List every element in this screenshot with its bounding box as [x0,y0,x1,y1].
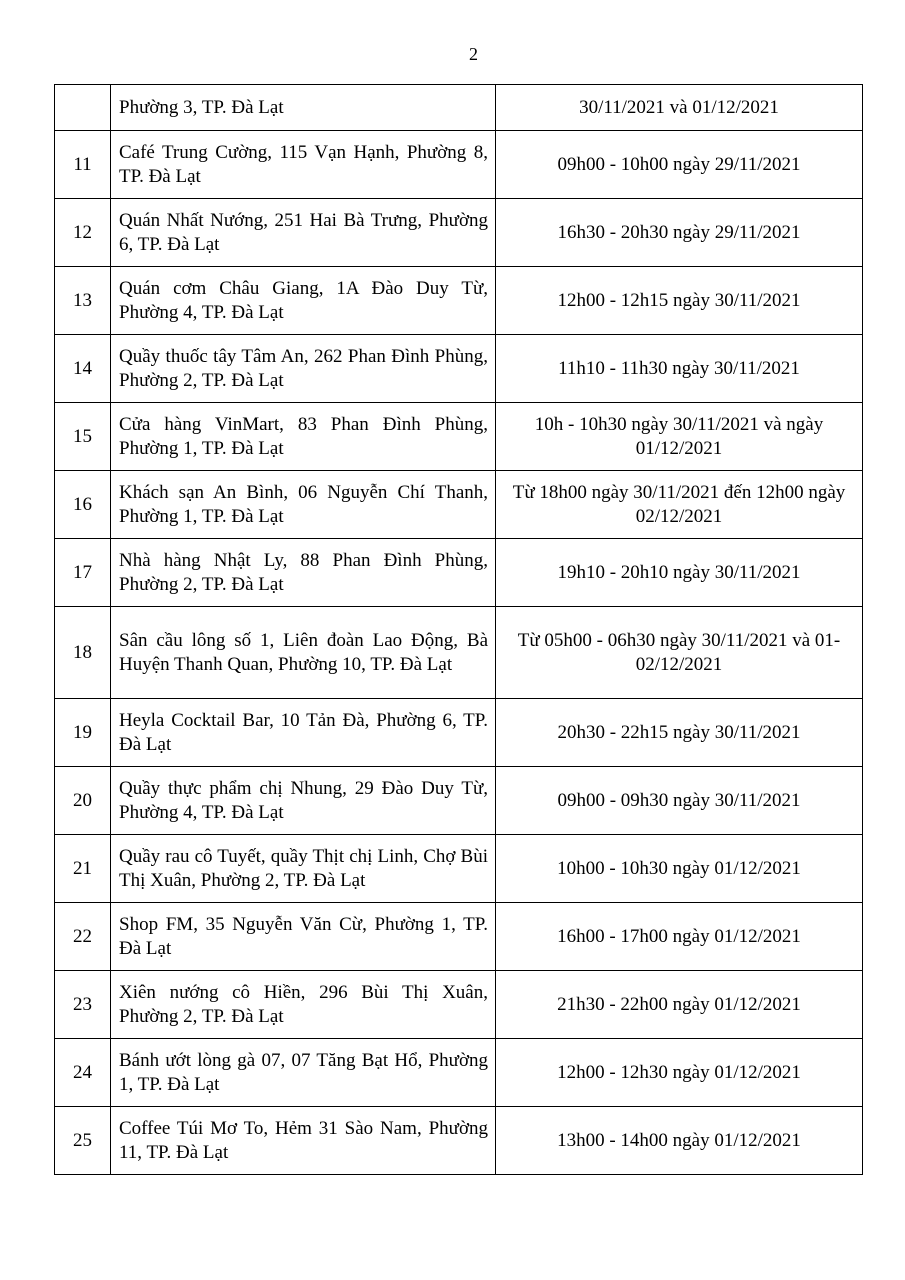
location-cell: Quán cơm Châu Giang, 1A Đào Duy Từ, Phường 4, TP. Đà Lạt [111,267,496,335]
time-cell: 16h00 - 17h00 ngày 01/12/2021 [496,903,863,971]
location-cell: Coffee Túi Mơ To, Hẻm 31 Sào Nam, Phường 11, TP. Đà Lạt [111,1107,496,1175]
page-number: 2 [469,44,478,64]
location-cell: Sân cầu lông số 1, Liên đoàn Lao Động, Bà Huyện Thanh Quan, Phường 10, TP. Đà Lạt [111,607,496,699]
table-row [55,471,863,539]
row-number: 12 [55,199,111,267]
time-cell: 10h - 10h30 ngày 30/11/2021 và ngày 01/12/2021 [496,403,863,471]
time-cell: Từ 05h00 - 06h30 ngày 30/11/2021 và 01-02/12/2021 [496,607,863,699]
row-number: 22 [55,903,111,971]
location-cell: Nhà hàng Nhật Ly, 88 Phan Đình Phùng, Phường 2, TP. Đà Lạt [111,539,496,607]
row-number: 20 [55,767,111,835]
location-cell: Khách sạn An Bình, 06 Nguyễn Chí Thanh, Phường 1, TP. Đà Lạt [111,471,496,539]
time-cell: 19h10 - 20h10 ngày 30/11/2021 [496,539,863,607]
location-cell: Quầy thuốc tây Tâm An, 262 Phan Đình Phùng, Phường 2, TP. Đà Lạt [111,335,496,403]
table-row [55,403,863,471]
table-row [55,539,863,607]
time-cell: Từ 18h00 ngày 30/11/2021 đến 12h00 ngày 02/12/2021 [496,471,863,539]
row-number: 14 [55,335,111,403]
time-cell: 21h30 - 22h00 ngày 01/12/2021 [496,971,863,1039]
row-number: 13 [55,267,111,335]
row-number: 23 [55,971,111,1039]
table-row [55,1039,863,1107]
row-number: 21 [55,835,111,903]
time-cell: 12h00 - 12h15 ngày 30/11/2021 [496,267,863,335]
row-number: 18 [55,607,111,699]
table-row [55,335,863,403]
row-number [55,85,111,131]
schedule-table-body [55,85,863,1175]
location-cell: Quán Nhất Nướng, 251 Hai Bà Trưng, Phường 6, TP. Đà Lạt [111,199,496,267]
table-row [55,267,863,335]
time-cell: 16h30 - 20h30 ngày 29/11/2021 [496,199,863,267]
table-row [55,131,863,199]
time-cell: 09h00 - 10h00 ngày 29/11/2021 [496,131,863,199]
time-cell: 11h10 - 11h30 ngày 30/11/2021 [496,335,863,403]
time-cell: 12h00 - 12h30 ngày 01/12/2021 [496,1039,863,1107]
table-row [55,767,863,835]
row-number: 11 [55,131,111,199]
time-cell: 09h00 - 09h30 ngày 30/11/2021 [496,767,863,835]
schedule-table [54,84,863,1175]
table-row [55,903,863,971]
location-cell: Cửa hàng VinMart, 83 Phan Đình Phùng, Phường 1, TP. Đà Lạt [111,403,496,471]
location-cell: Café Trung Cường, 115 Vạn Hạnh, Phường 8, TP. Đà Lạt [111,131,496,199]
table-row [55,1107,863,1175]
table-row [55,199,863,267]
row-number: 24 [55,1039,111,1107]
table-row [55,971,863,1039]
location-cell: Heyla Cocktail Bar, 10 Tản Đà, Phường 6, TP. Đà Lạt [111,699,496,767]
time-cell: 30/11/2021 và 01/12/2021 [496,85,863,131]
table-row [55,699,863,767]
location-cell: Quầy rau cô Tuyết, quầy Thịt chị Linh, Chợ Bùi Thị Xuân, Phường 2, TP. Đà Lạt [111,835,496,903]
row-number: 16 [55,471,111,539]
time-cell: 13h00 - 14h00 ngày 01/12/2021 [496,1107,863,1175]
location-cell: Shop FM, 35 Nguyễn Văn Cừ, Phường 1, TP. Đà Lạt [111,903,496,971]
table-row [55,835,863,903]
location-cell: Phường 3, TP. Đà Lạt [111,85,496,131]
row-number: 19 [55,699,111,767]
location-cell: Bánh ướt lòng gà 07, 07 Tăng Bạt Hổ, Phường 1, TP. Đà Lạt [111,1039,496,1107]
time-cell: 10h00 - 10h30 ngày 01/12/2021 [496,835,863,903]
table-row [55,85,863,131]
table-row [55,607,863,699]
location-cell: Xiên nướng cô Hiền, 296 Bùi Thị Xuân, Phường 2, TP. Đà Lạt [111,971,496,1039]
row-number: 17 [55,539,111,607]
row-number: 15 [55,403,111,471]
location-cell: Quầy thực phẩm chị Nhung, 29 Đào Duy Từ, Phường 4, TP. Đà Lạt [111,767,496,835]
time-cell: 20h30 - 22h15 ngày 30/11/2021 [496,699,863,767]
row-number: 25 [55,1107,111,1175]
